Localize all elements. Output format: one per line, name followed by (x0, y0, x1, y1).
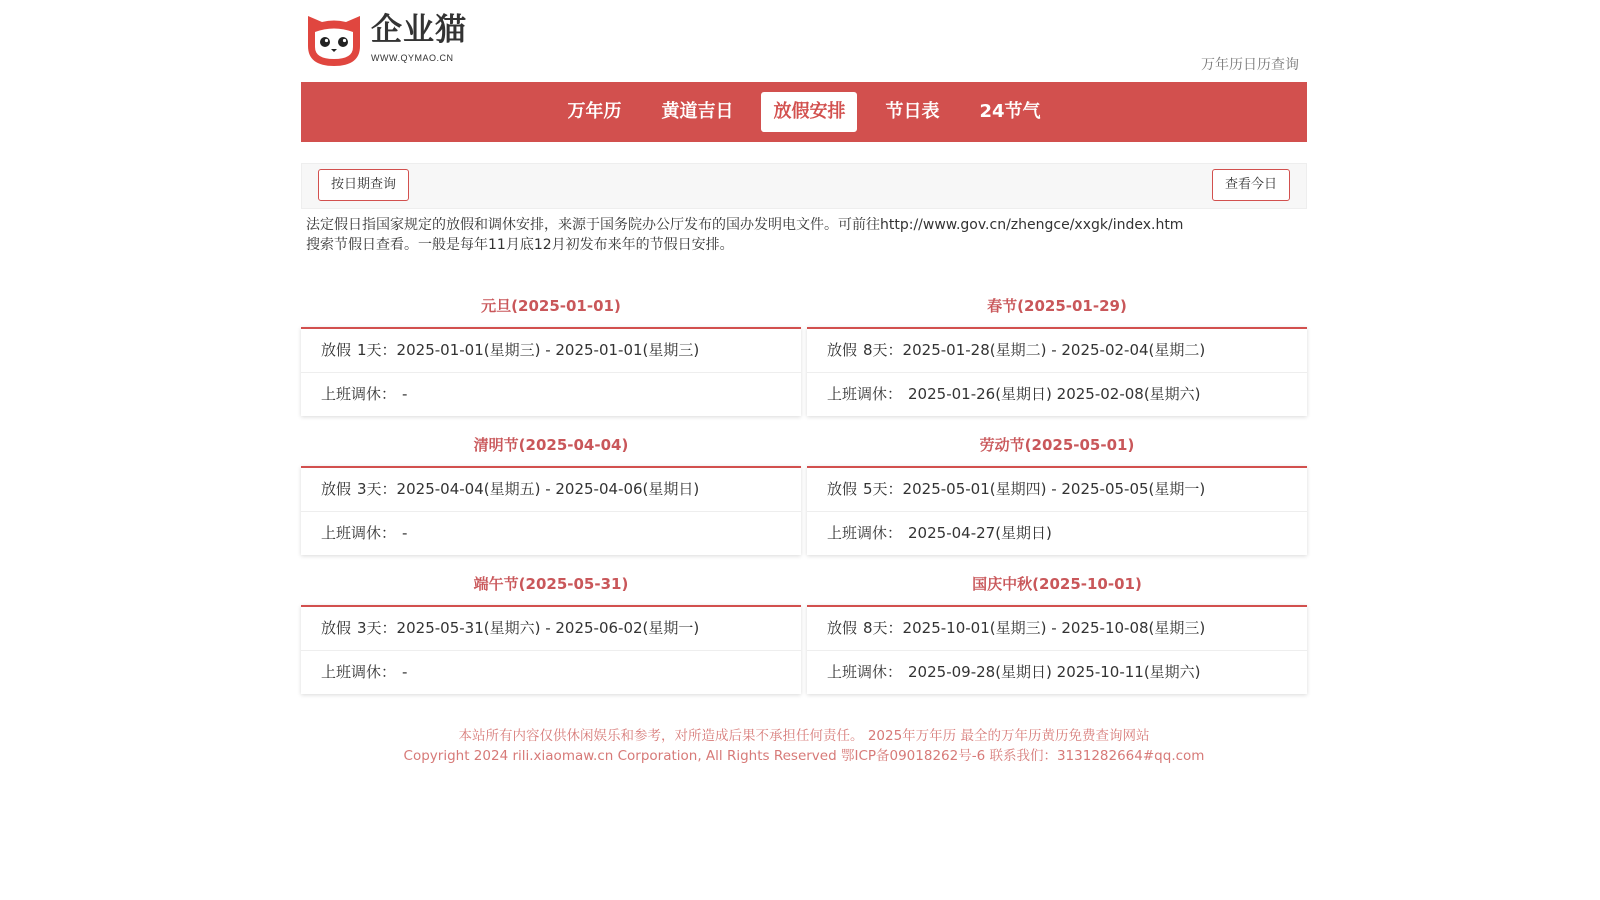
workday-label: 上班调休： (321, 663, 397, 681)
workday-row (807, 372, 1307, 416)
footer-copyright: Copyright 2024 rili.xiaomaw.cn Corporation, All Rights Reserved 鄂ICP备09018262号-6 联系我们：3131282664#qq.com (403, 748, 1205, 764)
site-logo[interactable] (304, 12, 467, 68)
holiday-title: 春节(2025-01-29) (987, 297, 1127, 315)
vacation-label: 放假 (827, 480, 858, 498)
description-line-2: 搜索节假日查看。一般是每年11月底12月初发布来年的节假日安排。 (306, 237, 734, 253)
vacation-label: 放假 (321, 480, 352, 498)
vacation-label: 放假 (321, 619, 352, 637)
vacation-label: 放假 (321, 341, 352, 359)
vacation-row (301, 468, 801, 511)
vacation-row (301, 329, 801, 372)
logo-text-group (371, 12, 467, 63)
calendar-query-link[interactable]: 万年历日历查询 (1201, 57, 1299, 73)
holiday-grid (301, 295, 1307, 694)
workday-label: 上班调休： (321, 385, 397, 403)
holiday-card-body (301, 327, 801, 416)
nav-item-festival-table[interactable]: 节日表 (885, 101, 940, 122)
description-line-1: 法定假日指国家规定的放假和调休安排，来源于国务院办公厅发布的国办发明电文件。可前往http://www.gov.cn/zhengce/xxgk/index.htm (306, 217, 1184, 233)
vacation-value: 3天：2025-05-31(星期六) - 2025-06-02(星期一) (357, 619, 700, 637)
vacation-label: 放假 (827, 341, 858, 359)
holiday-card (807, 434, 1307, 555)
holiday-card (301, 295, 801, 416)
vacation-row (807, 329, 1307, 372)
workday-value: - (402, 524, 408, 542)
holiday-description (306, 215, 1303, 255)
workday-value: 2025-01-26(星期日) 2025-02-08(星期六) (908, 385, 1201, 403)
nav-item-calendar[interactable]: 万年历 (567, 101, 622, 122)
logo-url: WWW.QYMAO.CN (371, 53, 454, 63)
workday-row (301, 511, 801, 555)
workday-label: 上班调休： (827, 385, 903, 403)
workday-label: 上班调休： (321, 524, 397, 542)
nav-item-solar-terms[interactable]: 24节气 (979, 101, 1041, 122)
toolbar (301, 163, 1307, 209)
holiday-title: 端午节(2025-05-31) (473, 575, 629, 593)
vacation-value: 1天：2025-01-01(星期三) - 2025-01-01(星期三) (357, 341, 700, 359)
vacation-value: 3天：2025-04-04(星期五) - 2025-04-06(星期日) (357, 480, 700, 498)
nav-item-holiday-schedule[interactable]: 放假安排 (761, 92, 857, 132)
workday-value: 2025-04-27(星期日) (908, 524, 1052, 542)
vacation-value: 8天：2025-01-28(星期二) - 2025-02-04(星期二) (863, 341, 1206, 359)
logo-name: 企业猫 (371, 12, 467, 48)
main-nav (301, 82, 1307, 142)
holiday-card-body (807, 327, 1307, 416)
vacation-row (301, 607, 801, 650)
workday-label: 上班调休： (827, 524, 903, 542)
holiday-title: 劳动节(2025-05-01) (979, 436, 1135, 454)
vacation-value: 8天：2025-10-01(星期三) - 2025-10-08(星期三) (863, 619, 1206, 637)
holiday-card-body (301, 605, 801, 694)
workday-value: 2025-09-28(星期日) 2025-10-11(星期六) (908, 663, 1201, 681)
nav-item-auspicious-days[interactable]: 黄道吉日 (661, 101, 734, 122)
workday-row (301, 650, 801, 694)
holiday-card (807, 573, 1307, 694)
footer-disclaimer: 本站所有内容仅供休闲娱乐和参考，对所造成后果不承担任何责任。 2025年万年历 最全的万年历黄历免费查询网站 (458, 728, 1150, 744)
workday-row (807, 650, 1307, 694)
vacation-row (807, 468, 1307, 511)
cat-logo-icon (304, 12, 364, 68)
main-container (301, 0, 1307, 766)
workday-value: - (402, 663, 408, 681)
holiday-card-body (807, 466, 1307, 555)
site-header (301, 0, 1307, 82)
vacation-label: 放假 (827, 619, 858, 637)
workday-row (807, 511, 1307, 555)
holiday-title: 元旦(2025-01-01) (481, 297, 621, 315)
date-query-button[interactable]: 按日期查询 (318, 169, 409, 201)
holiday-card (807, 295, 1307, 416)
holiday-card (301, 434, 801, 555)
site-footer (301, 726, 1307, 766)
holiday-title: 国庆中秋(2025-10-01) (972, 575, 1142, 593)
vacation-value: 5天：2025-05-01(星期四) - 2025-05-05(星期一) (863, 480, 1206, 498)
vacation-row (807, 607, 1307, 650)
workday-value: - (402, 385, 408, 403)
holiday-card (301, 573, 801, 694)
holiday-card-body (807, 605, 1307, 694)
holiday-title: 清明节(2025-04-04) (473, 436, 629, 454)
workday-row (301, 372, 801, 416)
holiday-card-body (301, 466, 801, 555)
workday-label: 上班调休： (827, 663, 903, 681)
view-today-button[interactable]: 查看今日 (1212, 169, 1290, 201)
